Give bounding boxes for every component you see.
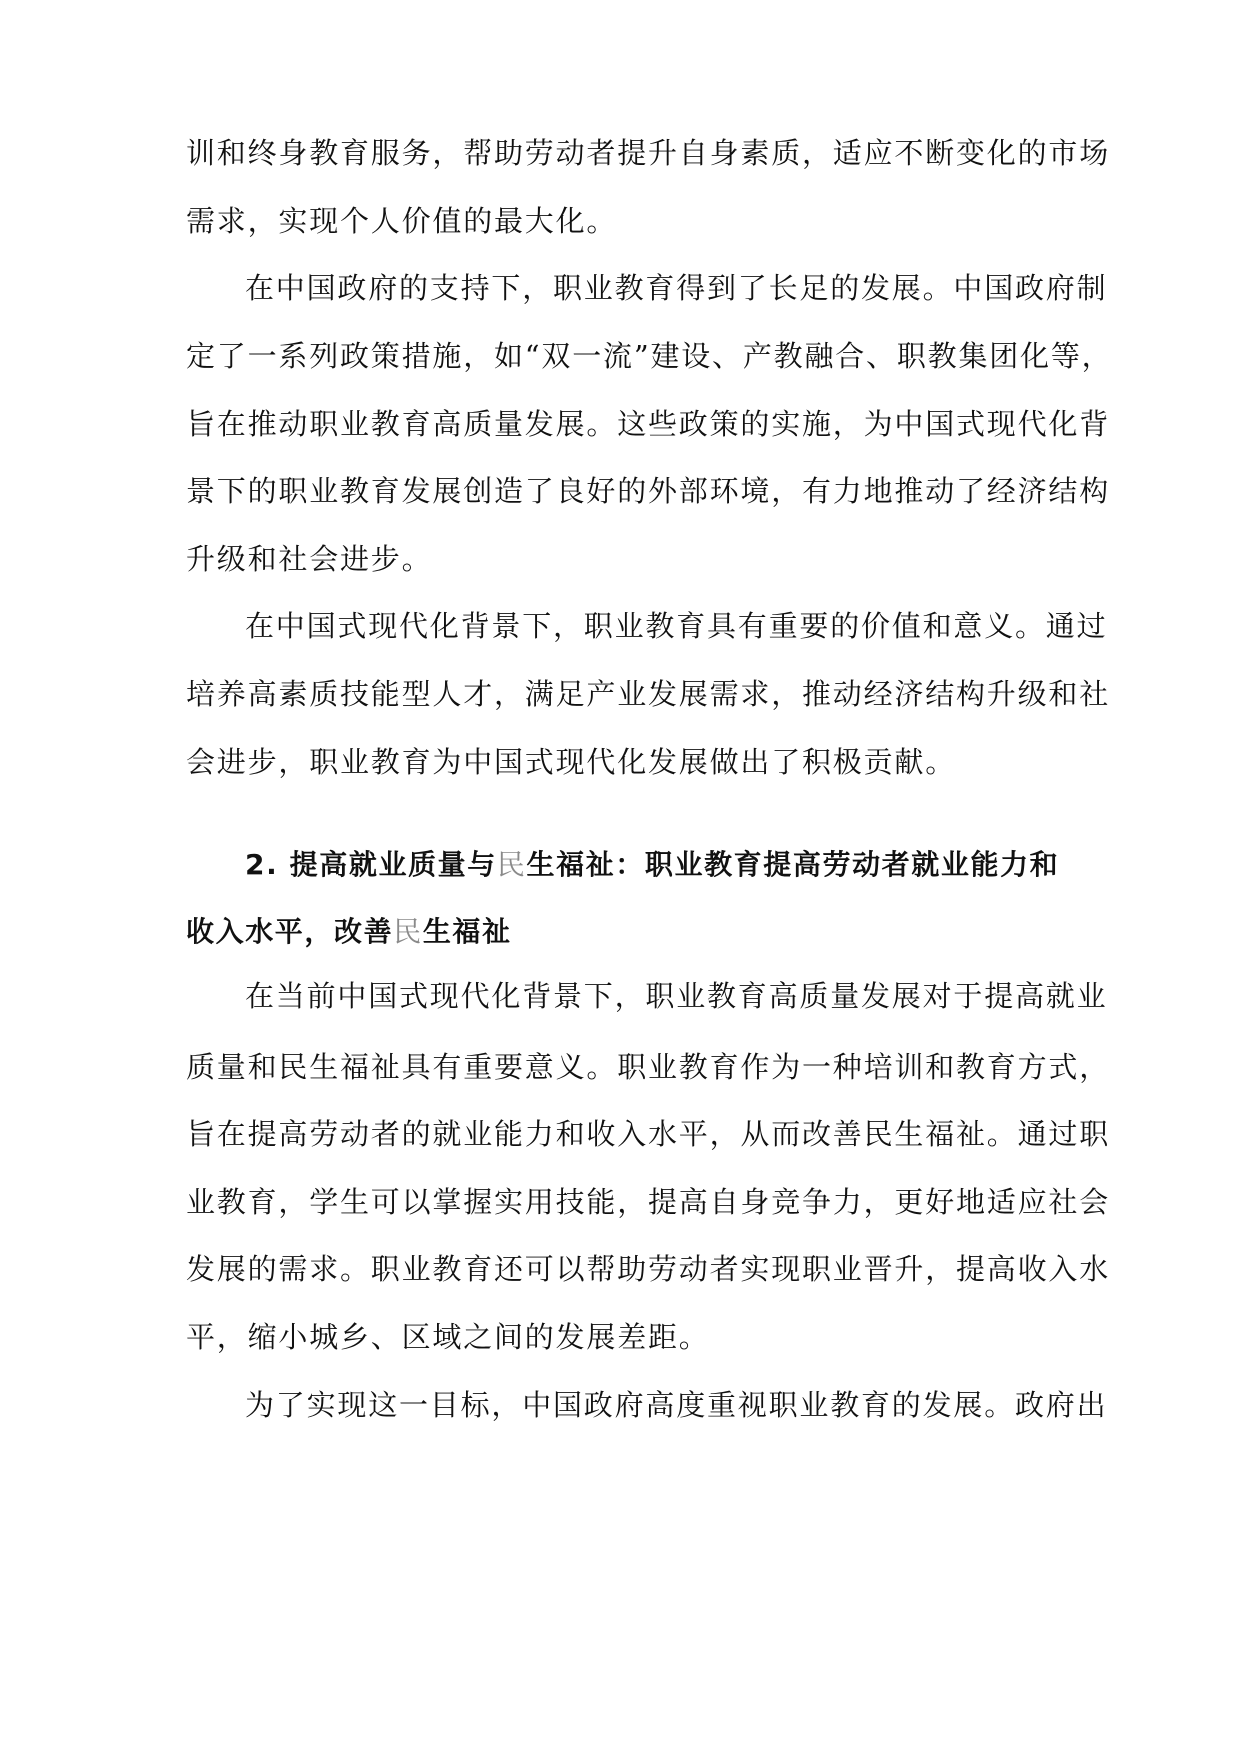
paragraph-line: 为了实现这一目标，中国政府高度重视职业教育的发展。政府出 xyxy=(245,1388,1108,1422)
heading-text: 生福祉：职业教育提高劳动者就业能力和 xyxy=(526,848,1060,881)
section-heading-line xyxy=(186,906,1056,958)
paragraph-line: 需求，实现个人价值的最大化。 xyxy=(186,204,618,238)
paragraph-line: 平，缩小城乡、区域之间的发展差距。 xyxy=(186,1320,710,1354)
paragraph-line: 定了一系列政策措施，如“双一流”建设、产教融合、职教集团化等， xyxy=(186,339,1113,373)
section-heading-line xyxy=(245,839,1060,891)
paragraph-line: 培养高素质技能型人才，满足产业发展需求，推动经济结构升级和社 xyxy=(186,677,1111,711)
paragraph-line: 在中国式现代化背景下，职业教育具有重要的价值和意义。通过 xyxy=(245,609,1108,643)
paragraph-line: 升级和社会进步。 xyxy=(186,542,433,576)
heading-text-grey: 民 xyxy=(393,915,423,948)
paragraph-line: 发展的需求。职业教育还可以帮助劳动者实现职业晋升，提高收入水 xyxy=(186,1252,1111,1286)
paragraph-line: 会进步，职业教育为中国式现代化发展做出了积极贡献。 xyxy=(186,745,957,779)
heading-text: 收入水平，改善 xyxy=(186,915,394,948)
paragraph-line: 景下的职业教育发展创造了良好的外部环境，有力地推动了经济结构 xyxy=(186,474,1111,508)
paragraph-line: 旨在推动职业教育高质量发展。这些政策的实施，为中国式现代化背 xyxy=(186,407,1111,441)
paragraph-line: 质量和民生福祉具有重要意义。职业教育作为一种培训和教育方式， xyxy=(186,1050,1111,1084)
paragraph-line: 在中国政府的支持下，职业教育得到了长足的发展。中国政府制 xyxy=(245,271,1108,305)
paragraph-line: 旨在提高劳动者的就业能力和收入水平，从而改善民生福祉。通过职 xyxy=(186,1117,1111,1151)
heading-text: 2. 提高就业质量与 xyxy=(245,848,497,881)
paragraph-line: 业教育，学生可以掌握实用技能，提高自身竞争力，更好地适应社会 xyxy=(186,1185,1111,1219)
paragraph-line: 在当前中国式现代化背景下，职业教育高质量发展对于提高就业 xyxy=(245,979,1108,1013)
heading-text-grey: 民 xyxy=(496,848,527,881)
heading-text: 生福祉 xyxy=(422,915,512,948)
paragraph-line: 训和终身教育服务，帮助劳动者提升自身素质，适应不断变化的市场 xyxy=(186,136,1111,170)
